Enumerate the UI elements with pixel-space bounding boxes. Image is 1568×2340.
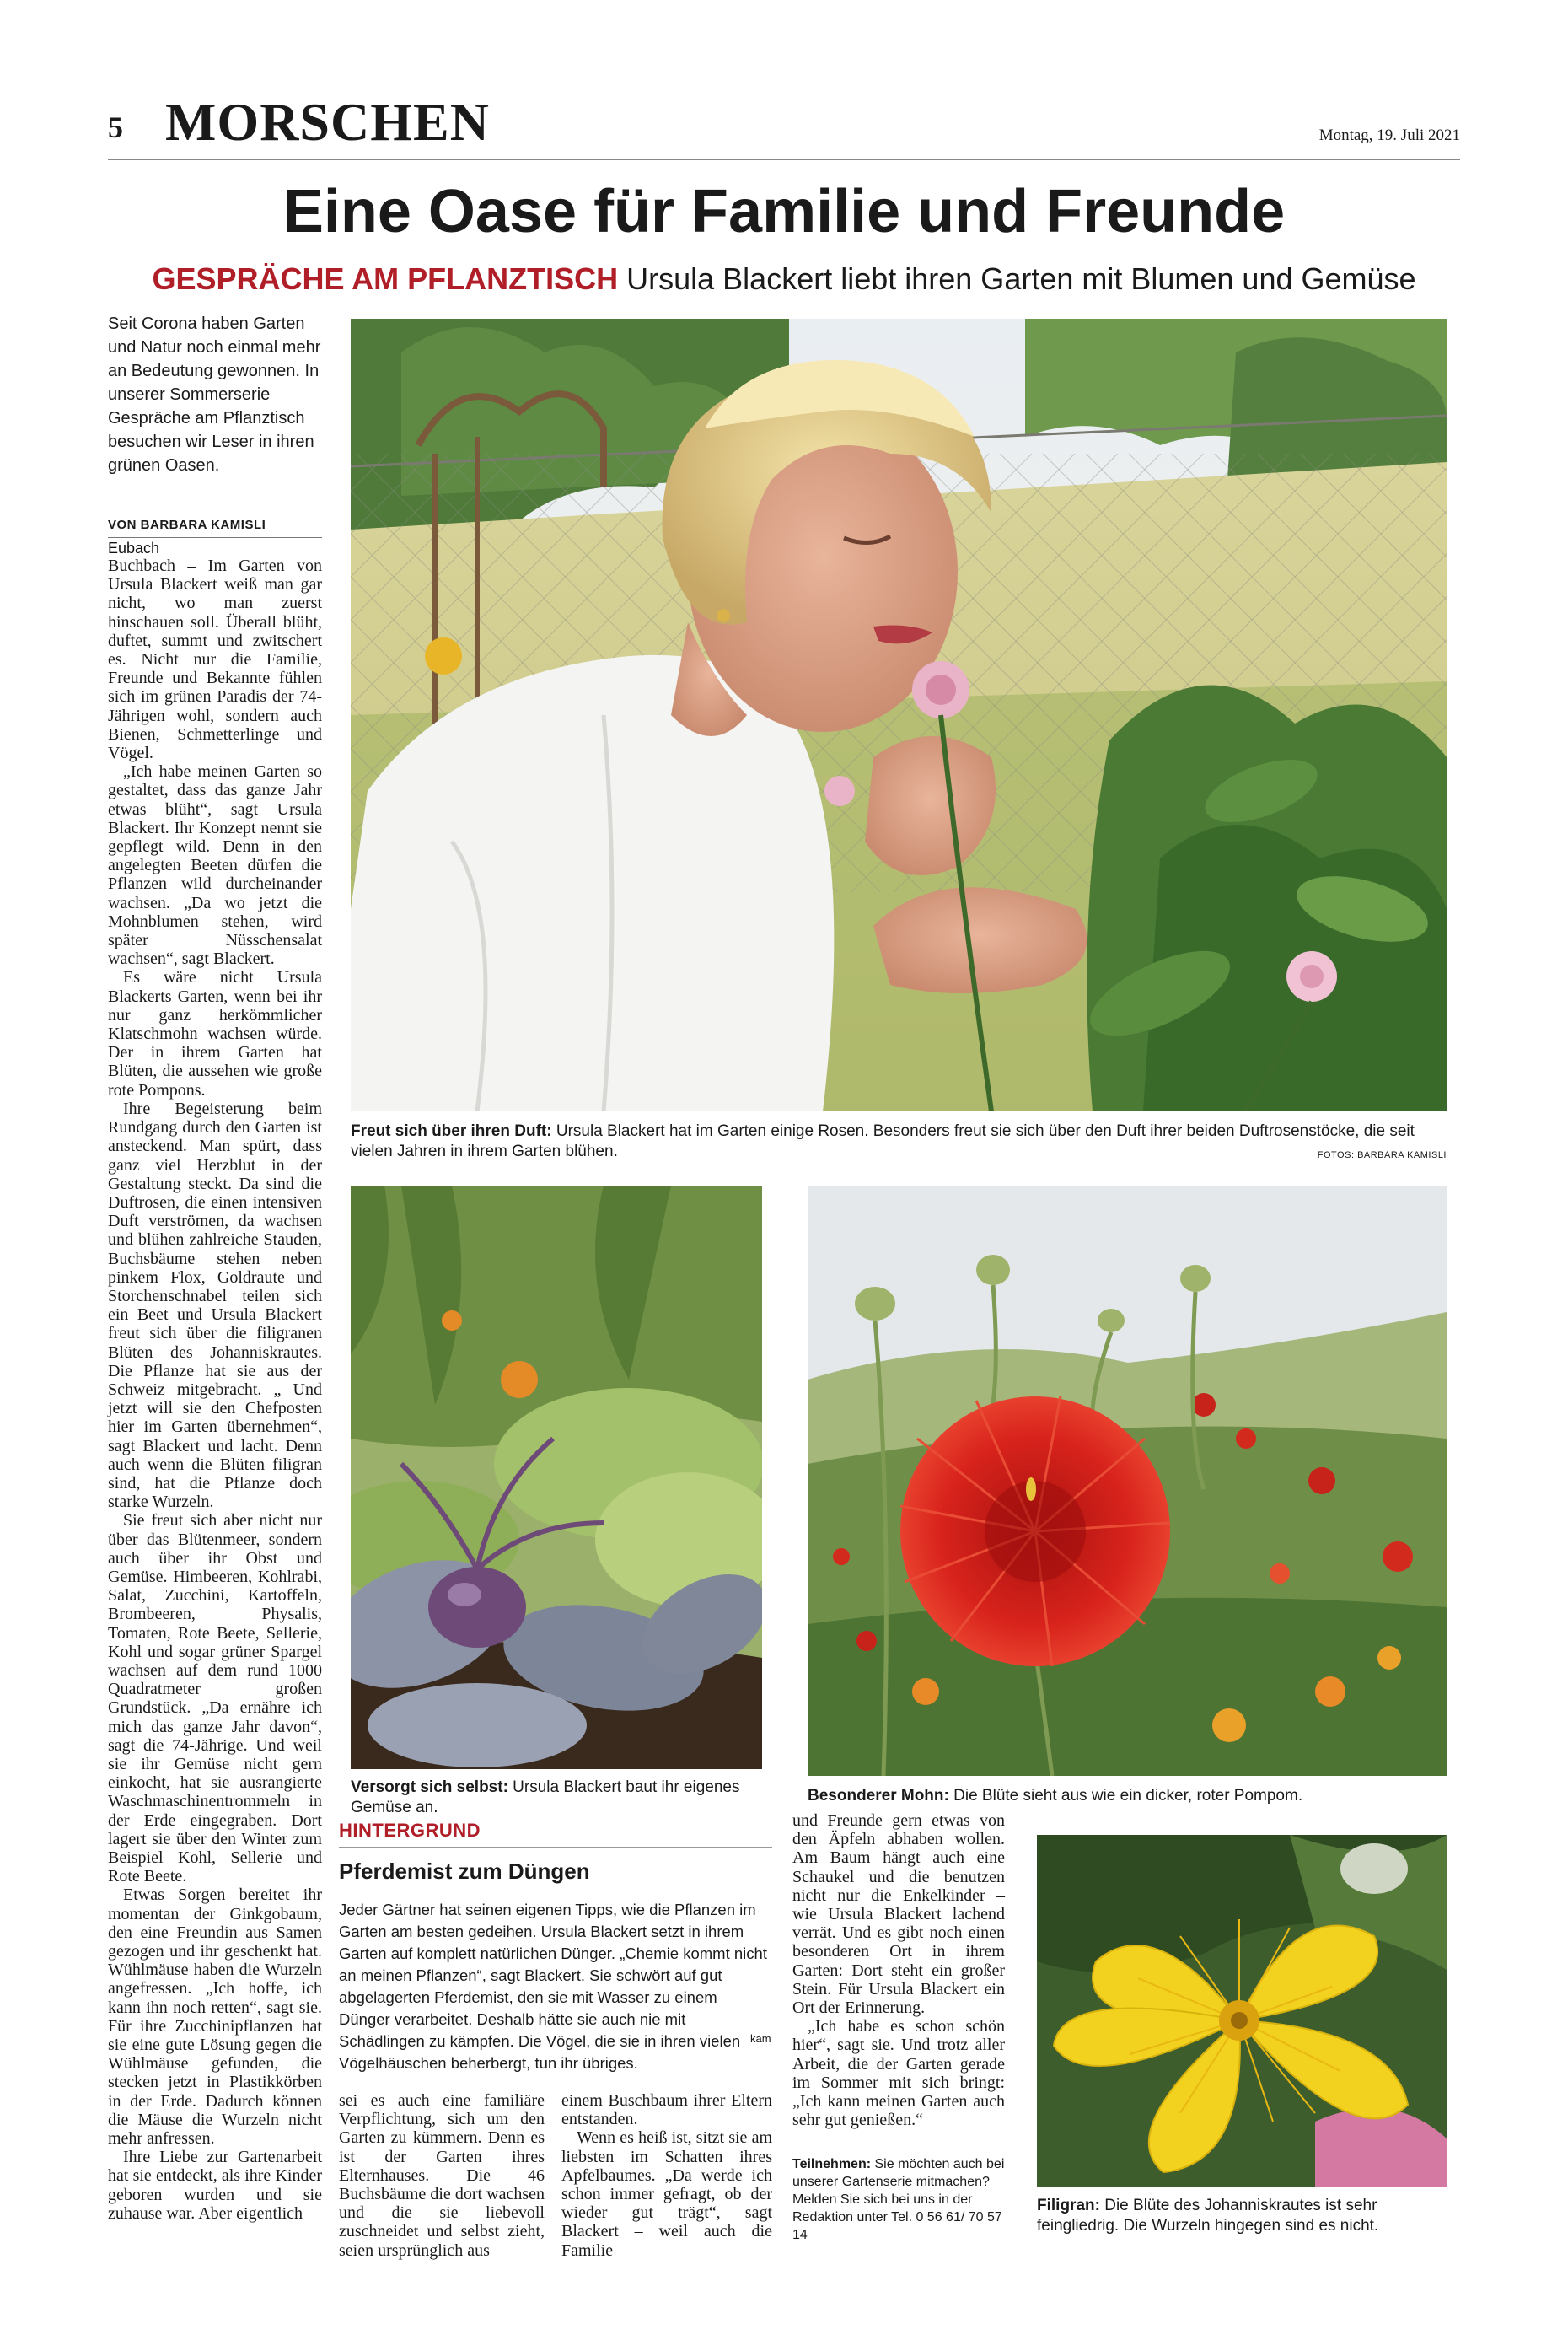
paragraph: Wenn es heiß ist, sitzt sie am liebsten im Schatten ihres Apfelbaumes. „Da werde ich schon immer gefragt, ob der wieder gut trägt“, sagt Blackert – weil auch die Familie [561,2128,772,2260]
paragraph: Es wäre nicht Ursula Blackerts Garten, wenn bei ihr nur ganz herkömmlicher Klatschmohn wachsen würde. Der in ihrem Garten hat Blüten, die aussehen wie große rote Pompons. [108,968,322,1100]
photo-credit: FOTOS: BARBARA KAMISLI [1317,1150,1447,1160]
participation-lead: Teilnehmen: [792,2157,872,2171]
caption-text: Die Blüte des Johanniskrautes ist sehr feingliedrig. Die Wurzeln hingegen sind es nicht. [1037,2197,1379,2235]
paragraph: einem Buschbaum ihrer Eltern entstanden. [561,2091,772,2129]
photo-st-johns-wort [1037,1835,1447,2187]
caption-poppy-photo [808,1786,1447,1806]
subheadline-kicker: GESPRÄCHE AM PFLANZTISCH [152,261,619,296]
caption-lead: Freut sich über ihren Duft: [351,1122,552,1140]
article-column-1 [108,557,322,2223]
section-title: MORSCHEN [165,92,490,152]
paragraph: Etwas Sorgen bereitet ihr momentan der Ginkgobaum, den eine Freundin aus Samen gezogen und ihr geschenkt hat. Wühlmäuse haben die Wurzeln angefressen. „Ich hoffe, ich kann ihn noch retten“, sagt sie. Für ihre Zucchinipflanzen hat sie eine gute Lösung gegen die Wühlmäuse gefunden, die stecken jetzt in Plastikkörben in der Erde. Dadurch können die Mäuse die Wurzeln nicht mehr anfressen. [108,1885,322,2149]
article-column-4 [792,1811,1005,2129]
caption-text: Die Blüte sieht aus wie ein dicker, roter Pompom. [948,1787,1303,1805]
caption-lead: Besonderer Mohn: [808,1787,949,1805]
byline: VON BARBARA KAMISLI [108,518,322,538]
paragraph: Buchbach – Im Garten von Ursula Blackert weiß man gar nicht, wo man zuerst hinschauen soll. Überall blüht, duftet, summt und zwitschert es. Nicht nur die Familie, Freunde und Bekannte fühlen sich im grünen Paradis der 74-Jährigen wohl, sondern auch Bienen, Schmetterlinge und Vögel. [108,557,322,763]
caption-lead: Filigran: [1037,2197,1100,2214]
subheadline [0,261,1568,297]
place-note: Eubach [108,540,160,557]
issue-date: Montag, 19. Juli 2021 [1318,126,1460,144]
photo-red-poppy [808,1186,1447,1776]
participation-text: Sie möchten auch bei unserer Gartenserie mitmachen? Melden Sie sich bei uns in der Redaktion unter Tel. 0 56 61/ 70 57 14 [792,2157,1005,2242]
caption-text: Ursula Blackert hat im Garten einige Rosen. Besonders freut sie sich über den Duft ihrer beiden Duftrosenstöcke, die seit vielen Jahren in ihrem Garten blühen. [351,1122,1415,1160]
article-column-2 [339,2091,545,2260]
photo-vegetable-bed [351,1186,762,1769]
caption-main-photo [351,1122,1447,1162]
header-rule [108,159,1460,160]
paragraph: sei es auch eine familiäre Verpflichtung, sich um den Garten zu kümmern. Denn es ist der Garten ihres Elternhauses. Die 46 Buchsbäume die dort wachsen und die sie liebevoll zuschneidet und selbst zieht, seien ursprünglich aus [339,2091,545,2260]
paragraph: Ihre Liebe zur Gartenarbeit hat sie entdeckt, als ihre Kinder geboren wurden und sie zuhause war. Aber eigentlich [108,2148,322,2223]
participation-note [792,2155,1007,2244]
paragraph: Sie freut sich aber nicht nur über das Blütenmeer, sondern auch über ihr Obst und Gemüse. Himbeeren, Kohlrabi, Salat, Zucchini, Kartoffeln, Brombeeren, Physalis, Tomaten, Rote Beete, Sellerie, Kohl und sogar grüner Spargel wachsen auf dem rund 1000 Quadratmeter großen Grundstück. „Da ernähre ich mich das ganze Jahr davon“, sagt die 74-Jährige. Und weil sie ihr Gemüse nicht gern einkocht, hat sie ausrangierte Waschmaschinentrommeln in der Erde eingegraben. Dort lagert sie über den Winter zum Beispiel Kohl, Sellerie und Rote Beete. [108,1511,322,1886]
box-rule [339,1847,772,1848]
article-column-3 [561,2091,772,2260]
box-kicker: HINTERGRUND [339,1820,481,1841]
box-author-tag: kam [750,2032,771,2045]
paragraph: „Ich habe meinen Garten so gestaltet, dass das ganze Jahr etwas blüht“, sagt Ursula Blackert. Ihr Konzept nennt sie gepflegt wild. Denn in den angelegten Beeten dürfen die Pflanzen wild durcheinander wachsen. „Da wo jetzt die Mohnblumen stehen, wird später Nüsschensalat wachsen“, sagt Blackert. [108,762,322,969]
subheadline-text: Ursula Blackert liebt ihren Garten mit Blumen und Gemüse [626,261,1416,296]
box-text: Jeder Gärtner hat seinen eigenen Tipps, wie die Pflanzen im Garten am besten gedeihen. Ursula Blackert setzt in ihrem Garten auf komplett natürlichen Dünger. „Chemie kommt nicht an meinen Pflanzen“, sagt Blackert. Sie schwört auf gut abgelagerten Pferdemist, den sie mit Wasser zu einem Dünger verarbeitet. Deshalb hätte sie auch nie mit Schädlingen zu kämpfen. Die Vögel, die sie in ihren vielen Vögelhäuschen beherbergt, tun ihr übriges. [339,1901,767,2072]
page-number: 5 [108,110,123,144]
caption-lead: Versorgt sich selbst: [351,1778,508,1796]
caption-vegetable-photo [351,1778,762,1818]
paragraph: Ihre Begeisterung beim Rundgang durch den Garten ist ansteckend. Man spürt, dass ganz viel Herzblut in der Gestaltung steckt. Da sind die Duftrosen, die einen intensiven Duft verströmen, da wachsen und blühen zahlreiche Stauden, Buchsbäume stehen neben pinkem Flox, Goldraute und Storchenschnabel teilen sich ein Beet und Ursula Blackert freut sich über die filigranen Blüten des Johanniskrautes. Die Pflanze hat sie aus der Schweiz mitgebracht. „ Und jetzt will sie den Chefposten hier im Garten übernehmen“, sagt Blackert und lacht. Denn auch wenn die Blüten filigran sind, hat die Pflanze doch starke Wurzeln. [108,1099,322,1512]
box-title: Pferdemist zum Düngen [339,1859,590,1884]
caption-text: Ursula Blackert baut ihr eigenes Gemüse an. [351,1778,740,1816]
photo-woman-smelling-rose [351,319,1447,1111]
intro-text: Seit Corona haben Garten und Natur noch einmal mehr an Bedeutung gewonnen. In unserer Sommerserie Gespräche am Pflanztisch besuchen wir Leser in ihren grünen Oasen. [108,315,321,475]
headline: Eine Oase für Familie und Freunde [282,178,1286,245]
caption-st-johns-wort-photo [1037,2196,1447,2236]
paragraph: und Freunde gern etwas von den Äpfeln abhaben wollen. Am Baum hängt auch eine Schaukel und die benutzen nicht nur die Enkelkinder – wie Ursula Blackert lachend verrät. Und es gibt noch einen besonderen Ort in ihrem Garten: Dort steht ein großer Stein. Für Ursula Blackert ein Ort der Erinnerung. [792,1811,1005,2018]
paragraph: „Ich habe es schon schön hier“, sagt sie. Und trotz aller Arbeit, die der Garten gerade im Sommer mit sich bringt: „Ich kann meinen Garten auch sehr gut genießen.“ [792,2017,1005,2130]
